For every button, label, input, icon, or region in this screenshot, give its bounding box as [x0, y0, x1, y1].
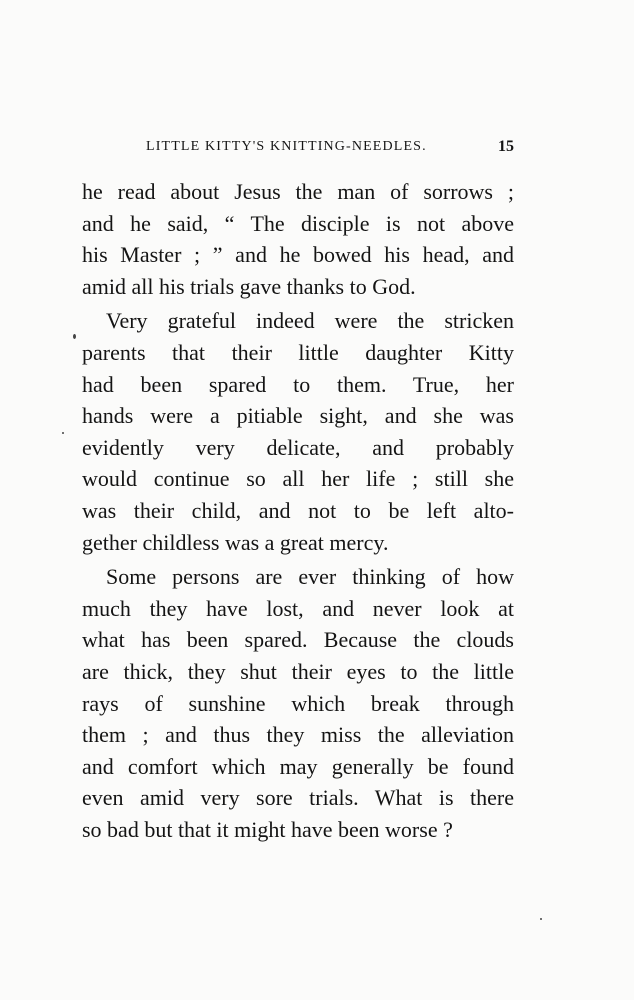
text-line: would continue so all her life ; still she — [82, 466, 514, 492]
text-line: so bad but that it might have been worse ? — [82, 816, 453, 842]
paragraph-1 — [82, 176, 514, 302]
text-line: had been spared to them. True, her — [82, 371, 514, 397]
paragraph-2 — [82, 305, 514, 558]
text-line: rays of sunshine which break through — [82, 690, 514, 716]
text-line: even amid very sore trials. What is there — [82, 785, 514, 811]
text-line: hands were a pitiable sight, and she was — [82, 403, 514, 429]
text-line: parents that their little daughter Kitty — [82, 339, 514, 365]
text-line: Some persons are ever thinking of how — [106, 564, 514, 590]
running-title: LITTLE KITTY'S KNITTING-NEEDLES. — [146, 139, 427, 154]
text-line: was their child, and not to be left alto- — [82, 497, 514, 523]
print-speck — [540, 918, 542, 920]
print-speck — [62, 432, 64, 434]
text-line: he read about Jesus the man of sorrows ; — [82, 179, 514, 204]
running-head — [82, 139, 514, 159]
text-line: and he said, “ The disciple is not above — [82, 210, 514, 236]
text-line: are thick, they shut their eyes to the little — [82, 658, 514, 684]
paragraph-3 — [82, 561, 514, 845]
text-line: and comfort which may generally be found — [82, 753, 514, 779]
text-line: evidently very delicate, and probably — [82, 434, 514, 460]
text-line: his Master ; ” and he bowed his head, and — [82, 242, 514, 268]
text-line: much they have lost, and never look at — [82, 595, 514, 621]
text-line: what has been spared. Because the clouds — [82, 627, 514, 653]
text-line: Very grateful indeed were the stricken — [106, 308, 514, 334]
print-speck — [73, 334, 76, 339]
text-line: amid all his trials gave thanks to God. — [82, 273, 416, 299]
page-number: 15 — [498, 138, 514, 155]
text-line: them ; and thus they miss the alleviation — [82, 722, 514, 748]
text-line: gether childless was a great mercy. — [82, 529, 389, 555]
body-text — [82, 176, 514, 845]
